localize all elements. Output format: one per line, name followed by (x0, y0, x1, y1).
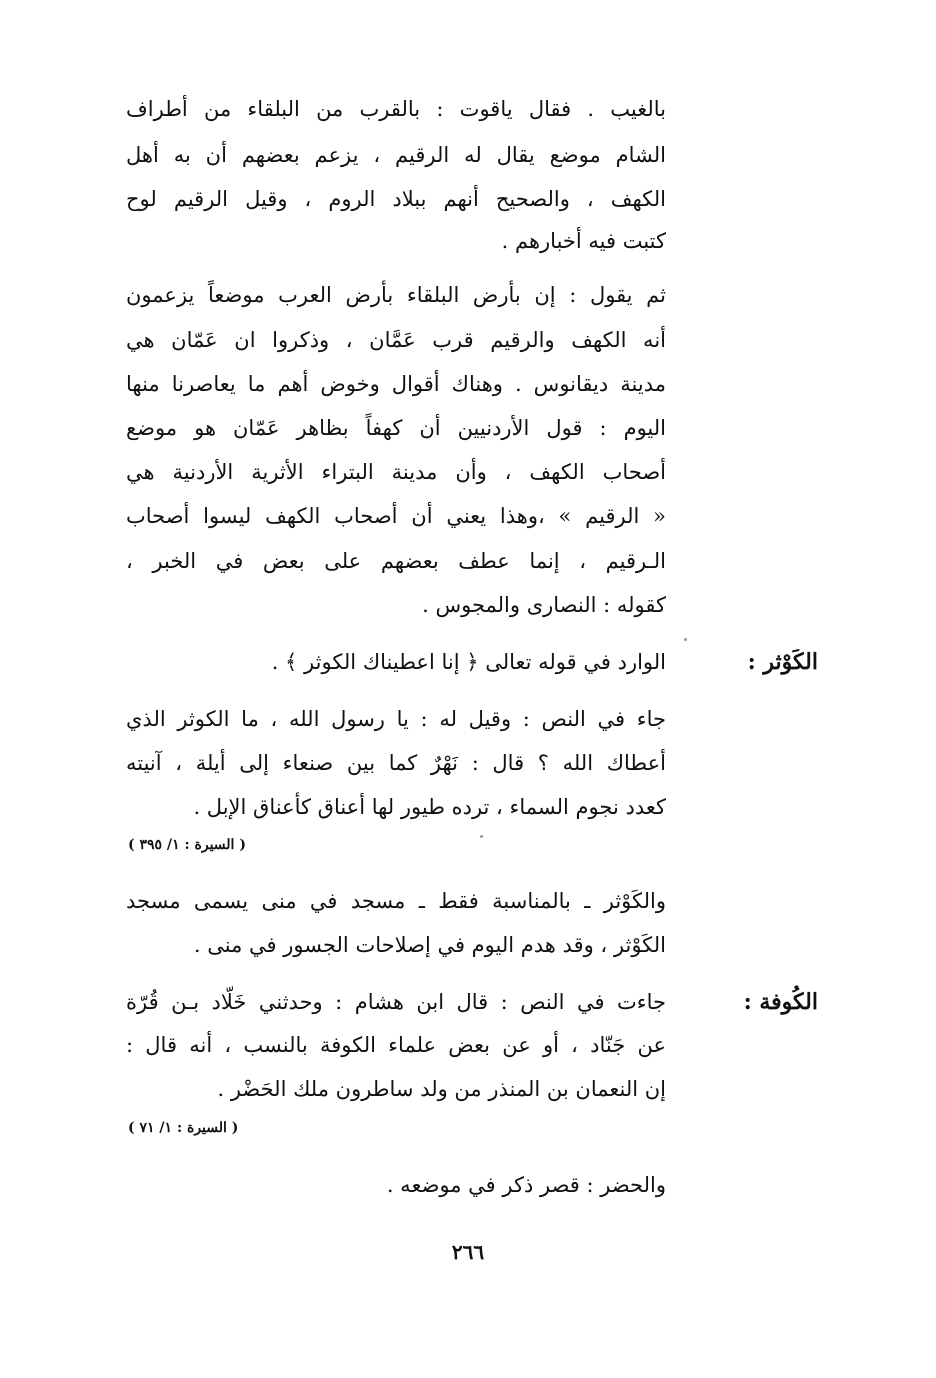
text-line: ثم يقول : إن بأرض البلقاء بأرض العرب موضعاً يزعمون (126, 283, 666, 307)
text-line: كعدد نجوم السماء ، ترده طيور لها أعناق كأعناق الإبل . (193, 795, 666, 819)
text-line: اليوم : قول الأردنيين أن كهفاً بظاهر عَمّان هو موضع (126, 416, 666, 440)
text-line: أعطاك الله ؟ قال : نَهْرٌ كما بين صنعاء إلى أيلة ، آنيته (126, 751, 666, 775)
citation: ( السيرة : ١/ ٧١ ) (128, 1120, 239, 1136)
text-line: عن جَنّاد ، أو عن بعض علماء الكوفة بالنسب ، أنه قال : (126, 1033, 666, 1057)
text-line: مدينة ديقانوس . وهناك أقوال وخوض أهم ما يعاصرنا منها (126, 372, 666, 396)
entry-title-kawthar: الكَوْثر : (747, 649, 818, 675)
entry-title-kufa: الكُوفة : (743, 989, 818, 1015)
text-line: الكهف ، والصحيح أنهم ببلاد الروم ، وقيل الرقيم لوح (126, 187, 666, 211)
text-line: الشام موضع يقال له الرقيم ، يزعم بعضهم أن به أهل (126, 143, 666, 167)
text-line: بالغيب . فقال ياقوت : بالقرب من البلقاء من أطراف (126, 97, 666, 121)
text-line: كقوله : النصارى والمجوس . (422, 593, 666, 617)
text-line: جاءت في النص : قال ابن هشام : وحدثني خَلّاد بـن قُرّة (126, 990, 666, 1014)
citation: ( السيرة : ١/ ٣٩٥ ) (128, 837, 246, 853)
text-line: إن النعمان بن المنذر من ولد ساطرون ملك الحَضْر . (217, 1077, 666, 1101)
page-number: ٢٦٦ (451, 1240, 485, 1264)
scan-speck (684, 638, 687, 641)
text-line: « الرقيم » ،وهذا يعني أن أصحاب الكهف ليسوا أصحاب (126, 504, 666, 528)
text-line: الـرقيم ، إنما عطف بعضهم على بعض في الخبر ، (126, 549, 666, 573)
text-line: جاء في النص : وقيل له : يا رسول الله ، ما الكوثر الذي (126, 707, 666, 731)
text-line: والكَوْثر ـ بالمناسبة فقط ـ مسجد في منى يسمى مسجد (126, 889, 666, 913)
text-line: والحضر : قصر ذكر في موضعه . (386, 1173, 666, 1197)
text-line: أصحاب الكهف ، وأن مدينة البتراء الأثرية الأردنية هي (126, 460, 666, 484)
scan-speck (480, 835, 483, 838)
entry-first-line: الوارد في قوله تعالى ﴿ إنا اعطيناك الكوثر ﴾ . (271, 650, 666, 674)
text-line: كتبت فيه أخبارهم . (501, 229, 666, 253)
text-line: أنه الكهف والرقيم قرب عَمَّان ، وذكروا ان عَمّان هي (126, 328, 666, 352)
text-line: الكَوْثر ، وقد هدم اليوم في إصلاحات الجسور في منى . (193, 933, 666, 957)
